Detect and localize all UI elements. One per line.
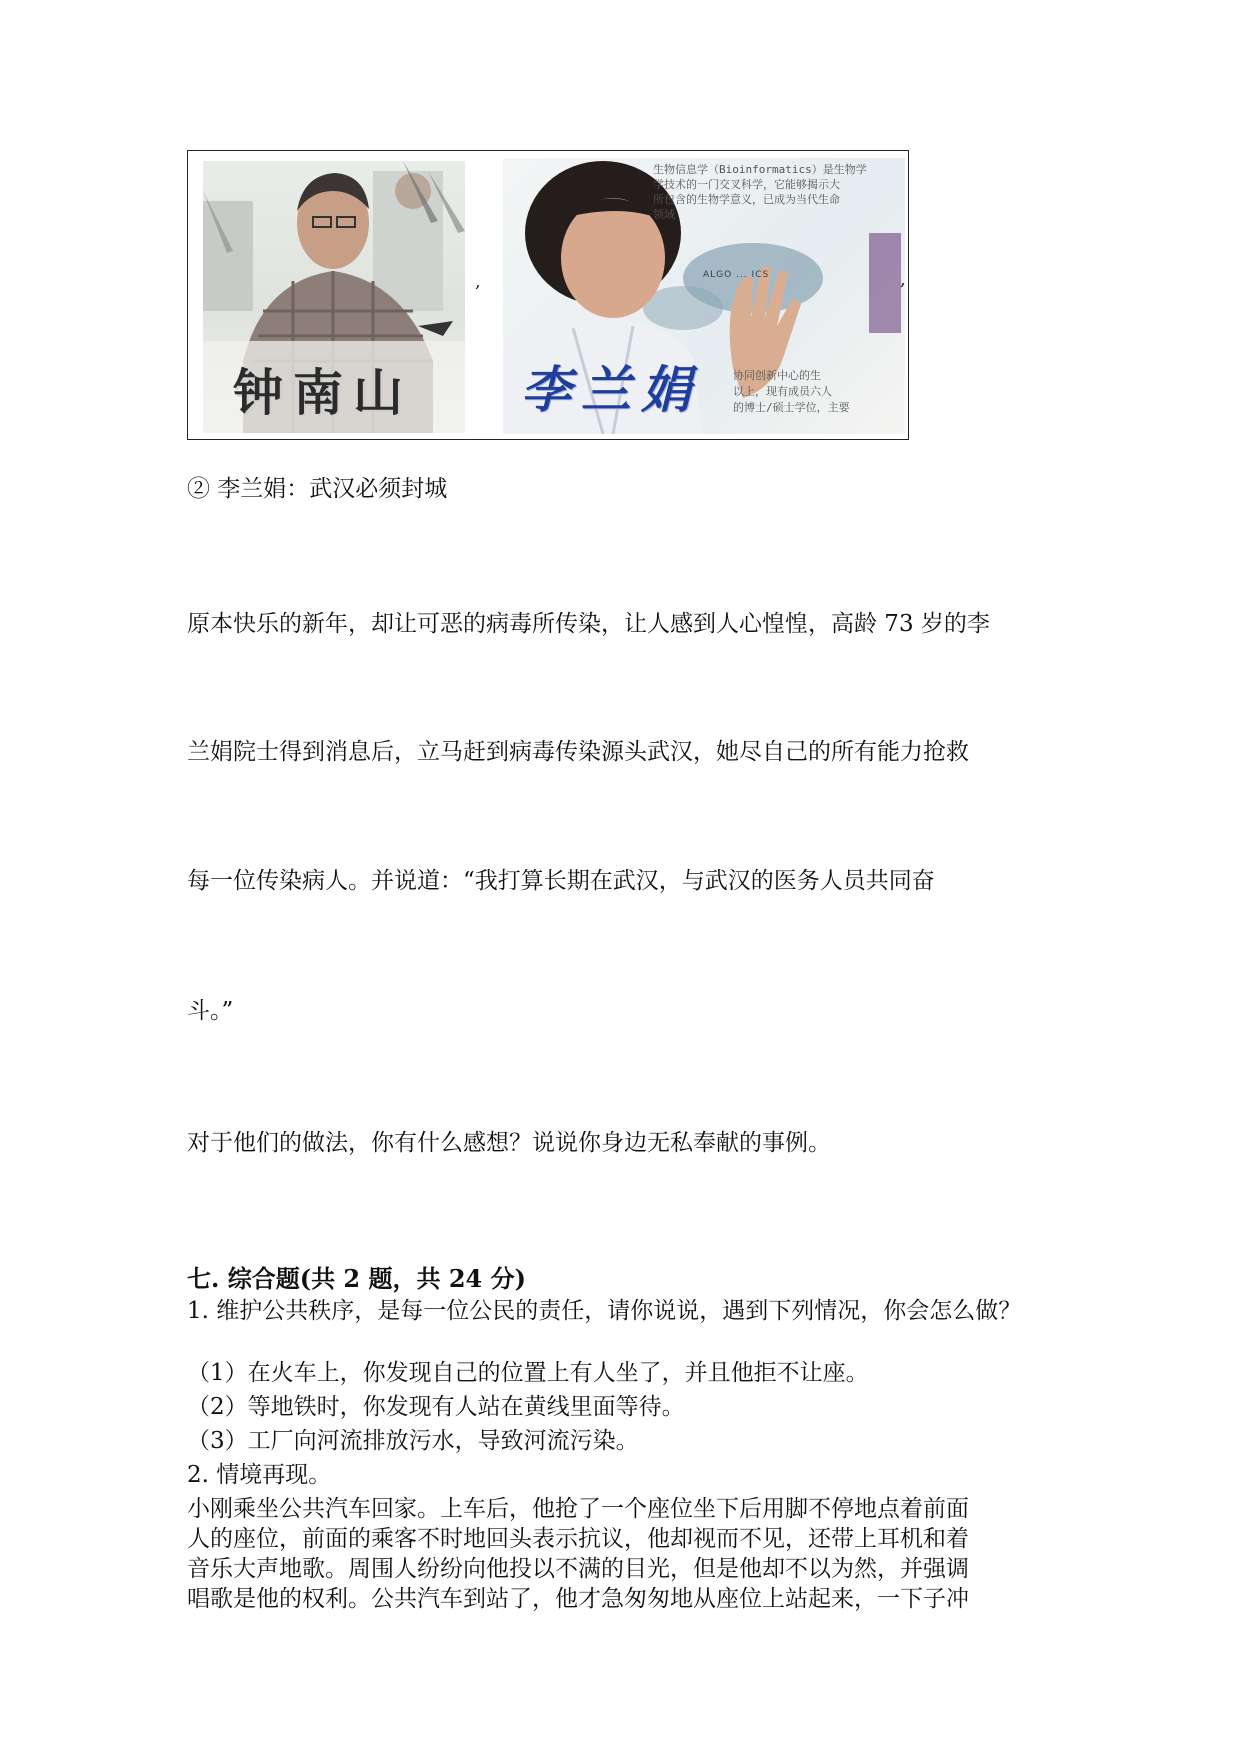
paragraph-line-4: 斗。” [187,998,234,1024]
question-2: 2. 情境再现。 [187,1462,332,1488]
question-2-line-3: 音乐大声地歌。周围人纷纷向他投以不满的目光，但是他却不以为然，并强调 [187,1556,969,1582]
caption-zhong-nanshan: 钟南山 [233,363,413,422]
reflection-question: 对于他们的做法，你有什么感想？说说你身边无私奉献的事例。 [187,1130,831,1156]
item-2-title: ② 李兰娟：武汉必须封城 [187,476,448,502]
section-7-heading: 七. 综合题(共 2 题，共 24 分) [187,1264,526,1293]
caption-li-lanjuan: 李兰娟 [521,360,701,419]
photo-li-lanjuan [503,158,905,434]
question-2-line-4: 唱歌是他的权利。公共汽车到站了，他才急匆匆地从座位上站起来，一下子冲 [187,1586,969,1612]
question-1-item-3: （3）工厂向河流排放污水，导致河流污染。 [187,1428,639,1454]
figure-separator-left: , [475,271,481,292]
poster-bottom-text: 协同创新中心的生 以上，现有成员六人 的博士/硕士学位，主要 [733,369,850,414]
question-1-item-1: （1）在火车上，你发现自己的位置上有人坐了，并且他拒不让座。 [187,1360,869,1386]
paragraph-line-3: 每一位传染病人。并说道：“我打算长期在武汉，与武汉的医务人员共同奋 [187,868,935,894]
question-2-line-2: 人的座位，前面的乘客不时地回头表示抗议，他却视而不见，还带上耳机和着 [187,1526,969,1552]
portrait-figure [187,150,909,440]
poster-logo: ALGO ... ICS [703,270,770,280]
question-1-item-2: （2）等地铁时，你发现有人站在黄线里面等待。 [187,1394,685,1420]
question-1: 1. 维护公共秩序，是每一位公民的责任，请你说说，遇到下列情况，你会怎么做？ [187,1298,1022,1324]
photo-zhong-nanshan [203,161,465,433]
figure-separator-right: , [900,269,906,290]
paragraph-line-1: 原本快乐的新年，却让可恶的病毒所传染，让人感到人心惶惶，高龄 73 岁的李 [187,611,990,637]
poster-text: 生物信息学（Bioinformatics）是生物学 学技术的一门交叉科学，它能够揭示大 所包含的生物学意义，已成为当代生命 领域 [653,163,867,221]
question-2-line-1: 小刚乘坐公共汽车回家。上车后，他抢了一个座位坐下后用脚不停地点着前面 [187,1496,969,1522]
paragraph-line-2: 兰娟院士得到消息后，立马赶到病毒传染源头武汉，她尽自己的所有能力抢救 [187,739,969,765]
